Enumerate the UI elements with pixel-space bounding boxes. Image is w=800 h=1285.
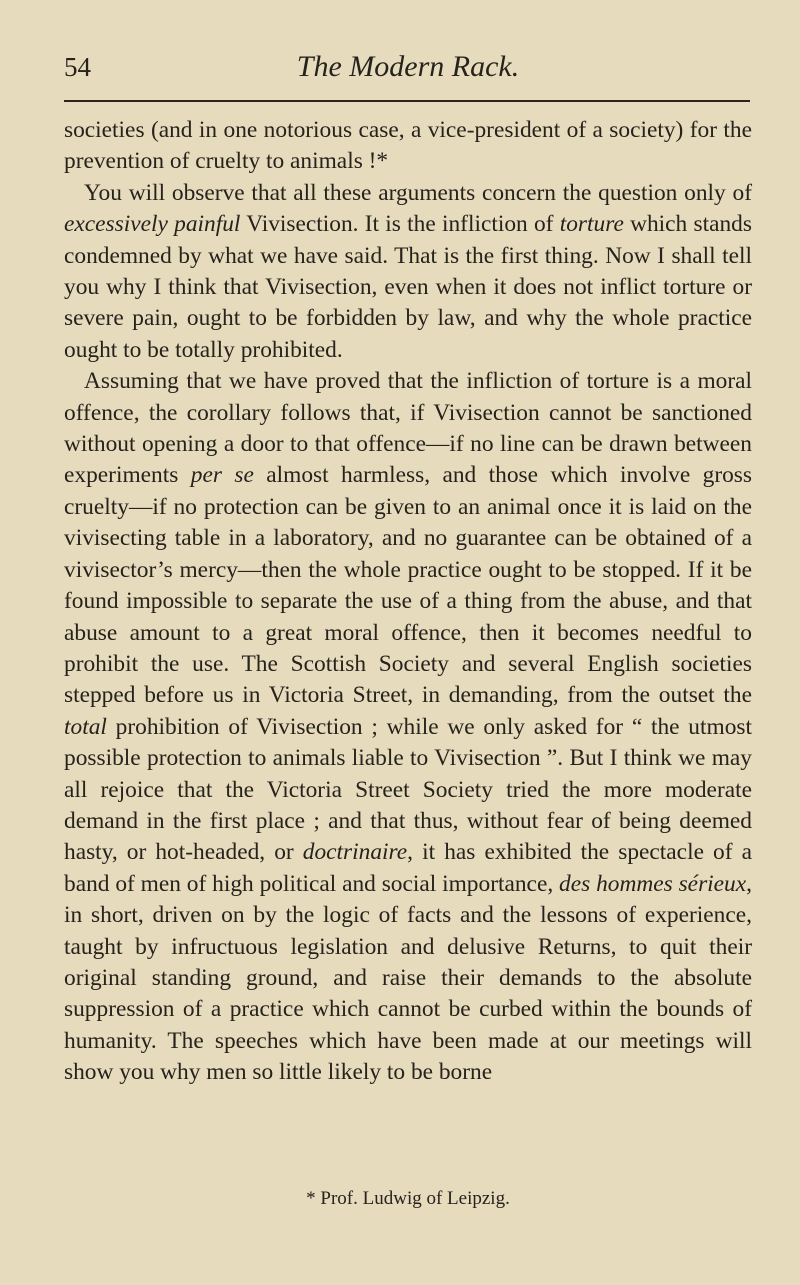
header-rule xyxy=(64,100,750,102)
italic-phrase: per se xyxy=(190,462,254,489)
italic-phrase: des hommes sérieux xyxy=(559,870,747,897)
italic-phrase: excessively painful xyxy=(64,211,241,238)
text-run: which stands condemned by what we have said. That is the first thing. Now I shall tell you why I think that Vivisection, even when it does not inflict torture or severe pain, ought to be forbidden by law, and why the whole practice ought to be totally prohibited. xyxy=(64,211,752,363)
text-run: Assuming that we have proved that the infliction of torture is a moral offence, the corollary follows that, if Vivisection cannot be sanctioned without opening a door to that offence—if no line can be drawn between experiments xyxy=(64,368,752,489)
italic-phrase: doctrinaire xyxy=(302,839,408,866)
page-number: 54 xyxy=(64,52,91,82)
page-header xyxy=(64,50,752,90)
text-run: You will observe that all these arguments concern the question only of xyxy=(84,179,752,206)
text-run: prohibition of Vivisection ; while we only asked for “ the utmost possible protection to animals liable to Vivisection ”. But I think we may all rejoice that the Victoria Street Society tried the more moderate demand in the first place ; and that thus, without fear of being deemed hasty, or hot-headed, or xyxy=(64,713,752,866)
text-run: Vivisection. It is the infliction of xyxy=(240,211,560,238)
text-run: , it has exhibited the spectacle of a band of men of high political and social importance, xyxy=(64,839,752,897)
running-title: The Modern Rack. xyxy=(296,50,520,83)
text-run: , in short, driven on by the logic of facts and the lessons of experience, taught by infructuous legislation and delusive Returns, to quit their original standing ground, and raise their demands to the absolute suppression of a practice which cannot be curbed within the bounds of humanity. The speeches which have been made at our meetings will show you why men so little likely to be borne xyxy=(64,870,752,1086)
body-text xyxy=(64,115,752,1089)
paragraph-continued xyxy=(64,115,752,178)
italic-phrase: total xyxy=(64,713,107,740)
text-run: almost harmless, and those which involve gross cruelty—if no protection can be given to an animal once it is laid on the vivisecting table in a laboratory, and no guarantee can be obtained of a vivisector’s mercy—then the whole practice ought to be stopped. If it be found impossible to separate the use of a thing from the abuse, and that abuse amount to a great moral offence, then it becomes needful to prohibit the use. The Scottish Society and several English societies stepped before us in Victoria Street, in demanding, from the outset the xyxy=(64,462,753,709)
paragraph-assuming xyxy=(64,366,752,1088)
paragraph-arguments xyxy=(64,178,752,366)
footnote: * Prof. Ludwig of Leipzig. xyxy=(306,1188,510,1209)
text-run: societies (and in one notorious case, a vice-president of a society) for the prevention of cruelty to animals !* xyxy=(64,117,752,175)
italic-phrase: torture xyxy=(559,211,624,238)
